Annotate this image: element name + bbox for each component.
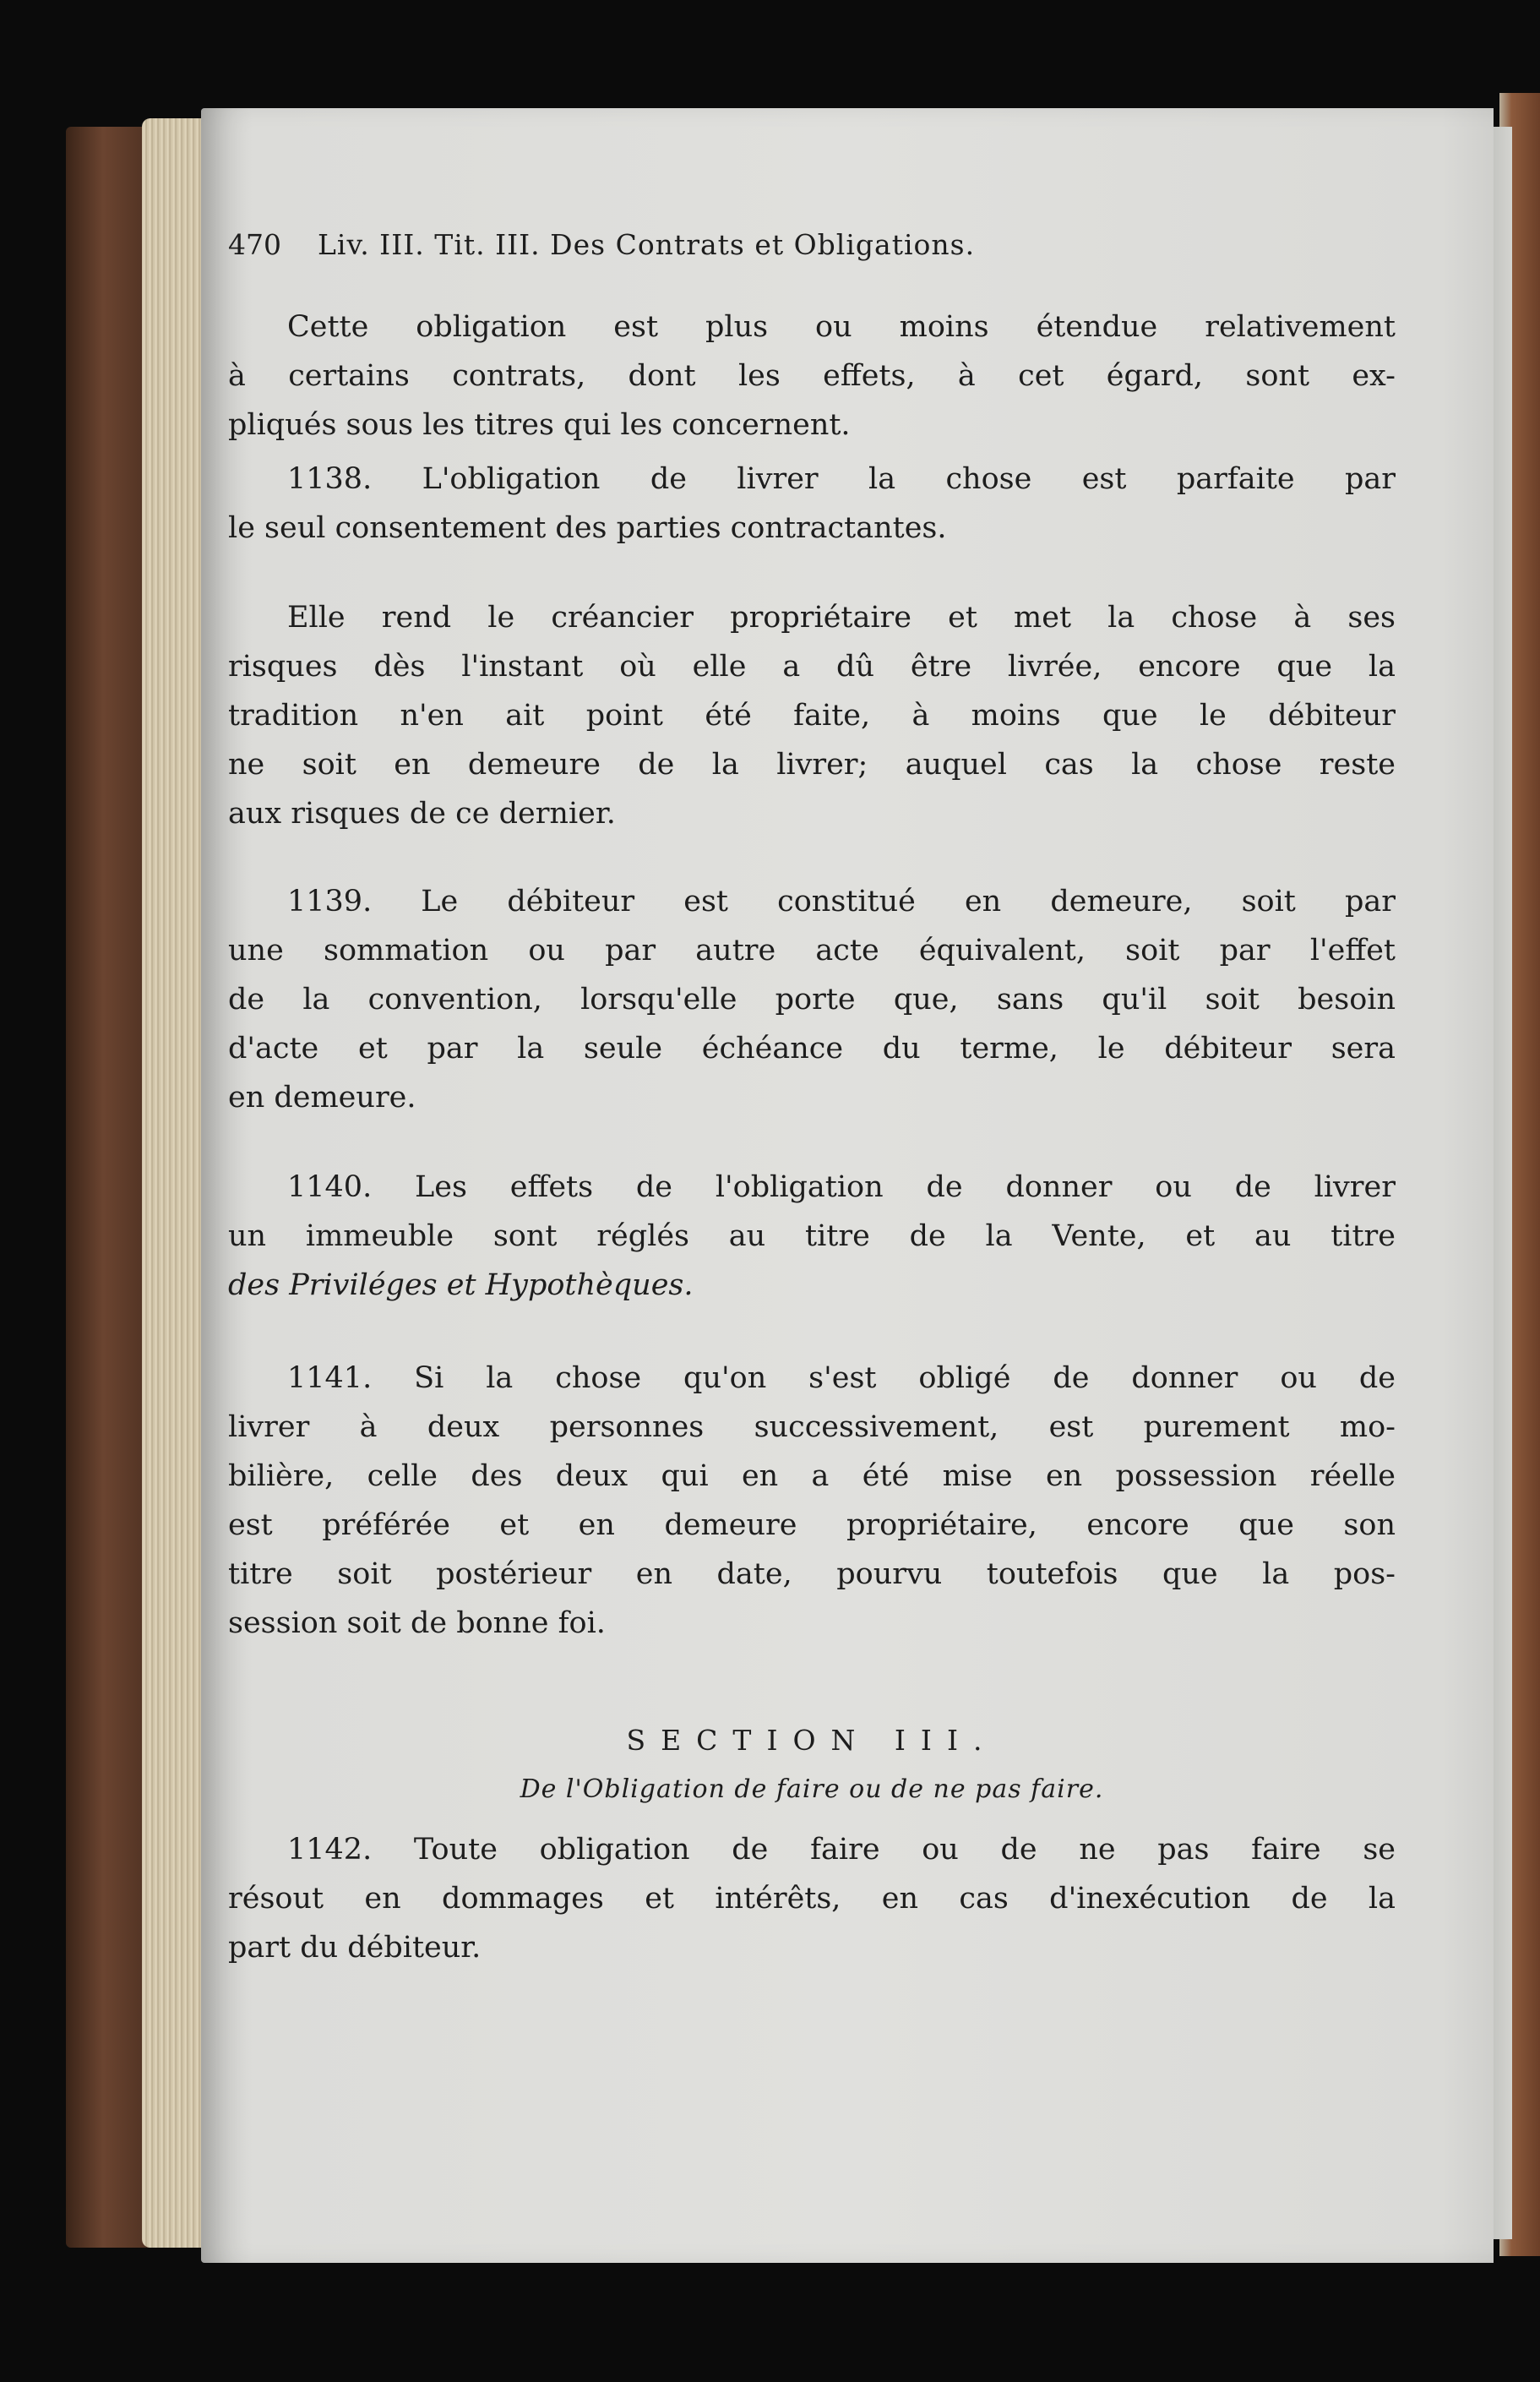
text-line: Cette obligation est plus ou moins étendue relativement bbox=[287, 310, 1396, 344]
text-line: Elle rend le créancier propriétaire et met la chose à ses bbox=[287, 601, 1396, 635]
text-line: à certains contrats, dont les effets, à cet égard, sont ex- bbox=[228, 359, 1396, 393]
text-line: aux risques de ce dernier. bbox=[228, 797, 616, 831]
text-line: 1142. Toute obligation de faire ou de ne pas faire se bbox=[287, 1833, 1396, 1867]
text-line: résout en dommages et intérêts, en cas d'inexécution de la bbox=[228, 1882, 1396, 1916]
text-line: bilière, celle des deux qui en a été mise en possession réelle bbox=[228, 1459, 1396, 1493]
text-line: en demeure. bbox=[228, 1081, 416, 1115]
running-head bbox=[228, 228, 1396, 270]
text-line: ne soit en demeure de la livrer; auquel cas la chose reste bbox=[228, 748, 1396, 782]
text-line: livrer à deux personnes successivement, est purement mo- bbox=[228, 1410, 1396, 1444]
page-number: 470 bbox=[228, 228, 281, 261]
text-line: pliqués sous les titres qui les concernent. bbox=[228, 408, 851, 442]
text-line: 1139. Le débiteur est constitué en demeure, soit par bbox=[287, 885, 1396, 918]
text-line: un immeuble sont réglés au titre de la Vente, et au titre bbox=[228, 1219, 1396, 1253]
text-line: le seul consentement des parties contractantes. bbox=[228, 511, 947, 545]
text-line: des Priviléges et Hypothèques. bbox=[228, 1268, 694, 1302]
text-line: 1141. Si la chose qu'on s'est obligé de donner ou de bbox=[287, 1361, 1396, 1395]
section-title: SECTION III. bbox=[626, 1724, 998, 1757]
text-line: tradition n'en ait point été faite, à moins que le débiteur bbox=[228, 699, 1396, 733]
text-line: part du débiteur. bbox=[228, 1931, 482, 1965]
text-line: est préférée et en demeure propriétaire, encore que son bbox=[228, 1508, 1396, 1542]
running-title: Liv. III. Tit. III. Des Contrats et Obligations. bbox=[318, 228, 976, 261]
text-line: une sommation ou par autre acte équivalent, soit par l'effet bbox=[228, 934, 1396, 968]
text-line: titre soit postérieur en date, pourvu toutefois que la pos- bbox=[228, 1557, 1396, 1591]
section-subtitle: De l'Obligation de faire ou de ne pas faire. bbox=[520, 1774, 1104, 1804]
text-line: d'acte et par la seule échéance du terme, le débiteur sera bbox=[228, 1032, 1396, 1066]
text-line: risques dès l'instant où elle a dû être livrée, encore que la bbox=[228, 650, 1396, 684]
text-line: 1138. L'obligation de livrer la chose est parfaite par bbox=[287, 462, 1396, 496]
text-line: session soit de bonne foi. bbox=[228, 1606, 606, 1640]
text-line: 1140. Les effets de l'obligation de donner ou de livrer bbox=[287, 1170, 1396, 1204]
text-line: de la convention, lorsqu'elle porte que, sans qu'il soit besoin bbox=[228, 983, 1396, 1017]
